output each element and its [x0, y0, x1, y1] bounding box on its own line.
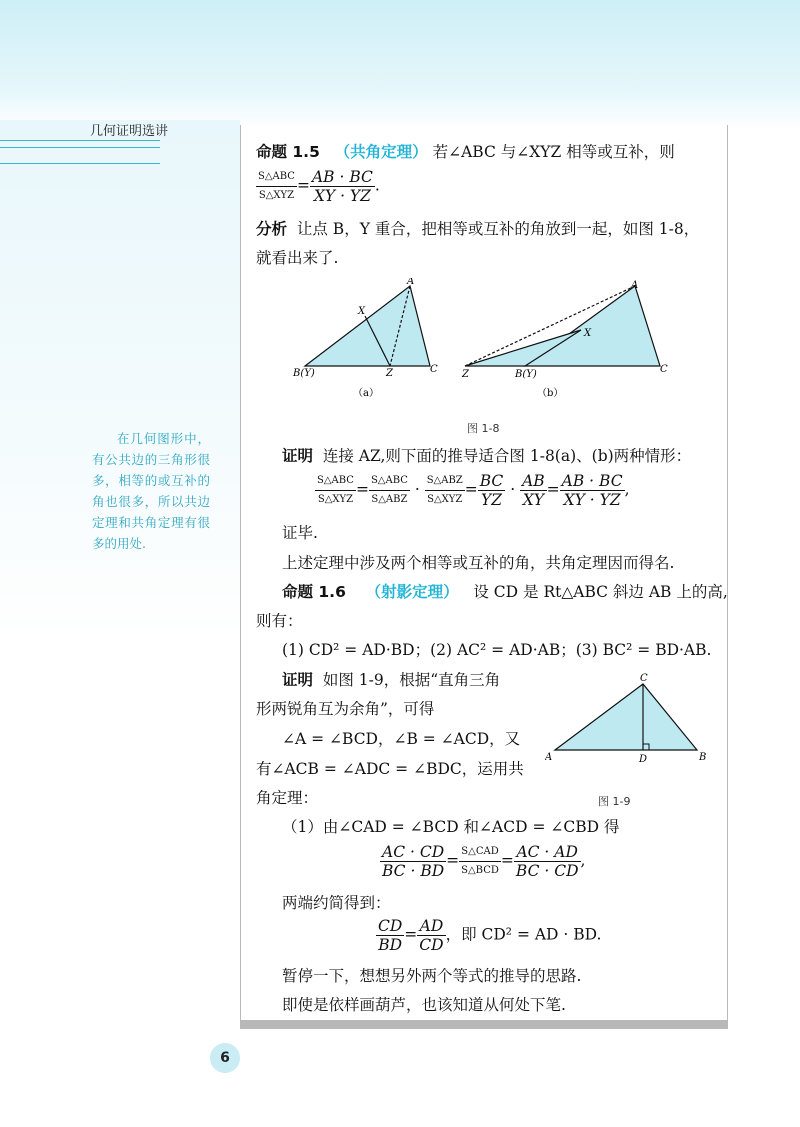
label-b-Z: Z: [462, 369, 469, 380]
label-C: C: [640, 673, 648, 684]
proof-2-simplify: 两端约简得到：: [282, 894, 391, 912]
proof-2-final: 即使是依样画葫芦，也该知道从何处下笔.: [282, 996, 566, 1014]
analysis-line-2: 就看出来了.: [256, 249, 339, 267]
proof-1-formula: $\frac{\text{S△ABC}}{\text{S△XYZ}}$ = $\frac{\text{S△ABC}}{\text{S△ABZ}}$ · $\frac{\text{S△ABZ}}{\text{S△XYZ}}$ = $\frac{BC}{YZ}$ · $\frac{AB}{XY}$ = $\frac{AB \cdot BC}{XY \cdot YZ}$ ,: [317, 472, 630, 509]
proposition-1-6-cont: 则有：: [256, 612, 303, 630]
frame-bottom-bar: [240, 1020, 728, 1029]
label-a-Z: Z: [386, 368, 393, 379]
label-a-A: A: [407, 278, 415, 287]
proposition-1-5: 命题 1.5 （共角定理） 若∠ABC 与∠XYZ 相等或互补，则: [256, 143, 675, 161]
label-a-X: X: [358, 306, 366, 317]
side-band: [0, 120, 240, 640]
figure-1-9: [545, 672, 715, 772]
label-a-C: C: [430, 364, 438, 375]
label-b-BY: B(Y): [515, 369, 537, 380]
proof-2-line-4: 有∠ACB = ∠ADC = ∠BDC，运用共: [256, 760, 524, 778]
label-B: B: [699, 752, 707, 763]
right-triangle: [555, 684, 697, 750]
proposition-1-6-items: (1) CD² = AD·BD；(2) AC² = AD·AB；(3) BC² = BD·AB.: [282, 641, 712, 659]
proof-2-line-5: 角定理：: [256, 789, 319, 807]
formula-1-5: $\frac{\text{S△ABC}}{\text{S△XYZ}}$ = $\frac{AB \cdot BC}{XY \cdot YZ}$ .: [258, 168, 380, 205]
label-b-C: C: [660, 364, 668, 375]
proof-1-end: 证毕.: [282, 524, 318, 542]
subcaption-a: （a）: [353, 388, 379, 399]
remark-line: 上述定理中涉及两个相等或互补的角，共角定理因而得名.: [282, 554, 675, 572]
label-b-X: X: [584, 328, 592, 339]
label-b-A: A: [631, 280, 639, 291]
proof-1-intro: 证明 连接 AZ,则下面的推导适合图 1-8(a)、(b)两种情形：: [282, 447, 692, 465]
triangle-b: [525, 286, 660, 366]
label-A: A: [545, 752, 553, 763]
header-rule: [0, 140, 160, 141]
page-number: 6: [210, 1043, 240, 1073]
triangle-a: [305, 286, 430, 366]
subcaption-b: （b）: [537, 388, 564, 399]
proof-2-line-2: 形两锐角互为余角”，可得: [256, 700, 435, 718]
top-band: [0, 0, 800, 130]
proof-2-line-3: ∠A = ∠BCD，∠B = ∠ACD，又: [282, 730, 521, 748]
analysis-line-1: 分析 让点 B，Y 重合，把相等或互补的角放到一起，如图 1-8，: [256, 220, 700, 238]
header-rule: [0, 147, 160, 148]
label-a-BY: B(Y): [293, 368, 315, 379]
proof-2-pause: 暂停一下，想想另外两个等式的推导的思路.: [282, 967, 582, 985]
label-D: D: [639, 754, 648, 765]
proof-2-line-1: 证明 如图 1-9，根据“直角三角: [282, 671, 501, 689]
proof-2-step-1: （1）由∠CAD = ∠BCD 和∠ACD = ∠CBD 得: [282, 818, 620, 836]
header-rule: [0, 163, 160, 164]
running-header: 几何证明选讲: [90, 124, 169, 139]
figure-1-9-caption: 图 1-9: [598, 795, 631, 808]
proposition-1-6: 命题 1.6 （射影定理） 设 CD 是 Rt△ABC 斜边 AB 上的高,: [282, 583, 728, 601]
margin-note: 在几何图形中，有公共边的三角形很多，相等的或互补的角也很多，所以共边定理和共角定理有很多的用处.: [92, 431, 210, 551]
figure-1-8-caption: 图 1-8: [467, 422, 500, 435]
figure-1-8: [285, 278, 685, 403]
proof-2-formula-2: $\frac{CD}{BD}$ = $\frac{AD}{CD}$ ，即 CD² = AD · BD.: [378, 917, 602, 954]
proof-2-formula-1: $\frac{AC \cdot CD}{BC \cdot BD}$ = $\frac{\text{S△CAD}}{\text{S△BCD}}$ = $\frac{AC \cdot AD}{BC \cdot CD}$ ,: [382, 843, 586, 880]
